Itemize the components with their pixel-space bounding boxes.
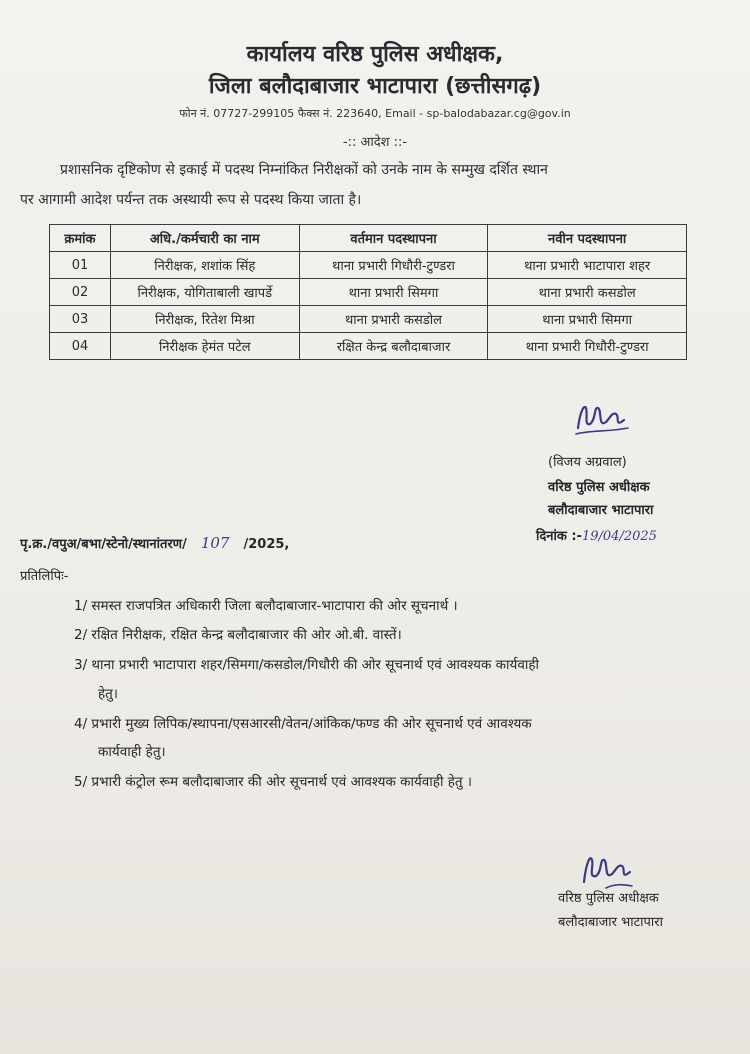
header-serial: क्रमांक [50,225,111,252]
copy-item-2: 2/ रक्षित निरीक्षक, रक्षित केन्द्र बलौदाबाजार की ओर ओ.बी. वास्तें। [74,627,402,643]
intro-line-1: प्रशासनिक दृष्टिकोण से इकाई में पदस्थ निम्नांकित निरीक्षकों को उनके नाम के सम्मुख दर्शित स्थान [60,162,548,178]
cell-name: निरीक्षक, रितेश मिश्रा [110,306,299,333]
table-row [50,252,687,279]
cell-serial: 03 [50,306,111,333]
contact-line: फोन नं. 07727-299105 फैक्स नं. 223640, Email - sp-balodabazar.cg@gov.in [179,107,571,120]
header-new-posting: नवीन पदस्थापना [488,225,687,252]
table-row [50,333,687,360]
cell-name: निरीक्षक, योगिताबाली खापर्डे [110,279,299,306]
cell-serial: 01 [50,252,111,279]
copy-item-4-cont: कार्यवाही हेतु। [98,744,166,760]
reference-year: /2025, [243,537,290,552]
order-heading: -:: आदेश ::- [342,135,408,150]
copy-item-5: 5/ प्रभारी कंट्रोल रूम बलौदाबाजार की ओर सूचनार्थ एवं आवश्यक कार्यवाही हेतु । [74,774,473,790]
signatory-place: बलौदाबाजार भाटापारा [548,503,654,518]
reference-handwritten-number: 107 [200,534,230,552]
cell-new: थाना प्रभारी कसडोल [488,279,687,306]
cell-current: थाना प्रभारी कसडोल [299,306,488,333]
cell-name: निरीक्षक, शशांक सिंह [110,252,299,279]
footer-signatory-post: वरिष्ठ पुलिस अधीक्षक [558,891,659,906]
handwritten-signature-icon [572,398,632,438]
cell-new: थाना प्रभारी सिमगा [488,306,687,333]
cell-serial: 04 [50,333,111,360]
cell-new: थाना प्रभारी गिधौरी-टुण्डरा [488,333,687,360]
copy-to-label: प्रतिलिपिः- [20,569,69,584]
table-row [50,279,687,306]
district-title: जिला बलौदाबाजार भाटापारा (छत्तीसगढ़) [208,74,542,99]
cell-serial: 02 [50,279,111,306]
header-name: अधि./कर्मचारी का नाम [110,225,299,252]
intro-line-2: पर आगामी आदेश पर्यन्त तक अस्थायी रूप से पदस्थ किया जाता है। [20,192,362,208]
cell-current: थाना प्रभारी सिमगा [299,279,488,306]
cell-current: थाना प्रभारी गिधौरी-टुण्डरा [299,252,488,279]
cell-new: थाना प्रभारी भाटापारा शहर [488,252,687,279]
copy-item-4: 4/ प्रभारी मुख्य लिपिक/स्थापना/एसआरसी/वेतन/आंकिक/फण्ड की ओर सूचनार्थ एवं आवश्यक [74,716,532,732]
reference-prefix: पृ.क्र./वपुअ/बभा/स्टेनो/स्थानांतरण/ [20,537,187,552]
table-header-row [50,225,687,252]
date-label: दिनांक :- [536,529,582,544]
copy-item-3: 3/ थाना प्रभारी भाटापारा शहर/सिमगा/कसडोल/गिधौरी की ओर सूचनार्थ एवं आवश्यक कार्यवाही [74,657,539,673]
date-value: 19/04/2025 [581,529,657,544]
cell-current: रक्षित केन्द्र बलौदाबाजार [299,333,488,360]
header-current-posting: वर्तमान पदस्थापना [299,225,488,252]
footer-signatory-place: बलौदाबाजार भाटापारा [558,915,663,930]
posting-table [49,224,687,360]
copy-item-1: 1/ समस्त राजपत्रित अधिकारी जिला बलौदाबाजार-भाटापारा की ओर सूचनार्थ । [74,598,458,614]
signatory-post: वरिष्ठ पुलिस अधीक्षक [548,480,650,495]
office-title: कार्यालय वरिष्ठ पुलिस अधीक्षक, [246,42,504,67]
footer-signature-icon [576,848,636,892]
reference-number [20,534,289,552]
order-date [536,526,657,544]
copy-item-3-cont: हेतु। [98,686,118,702]
signatory-name: (विजय अग्रवाल) [548,455,627,470]
table-row [50,306,687,333]
cell-name: निरीक्षक हेमंत पटेल [110,333,299,360]
